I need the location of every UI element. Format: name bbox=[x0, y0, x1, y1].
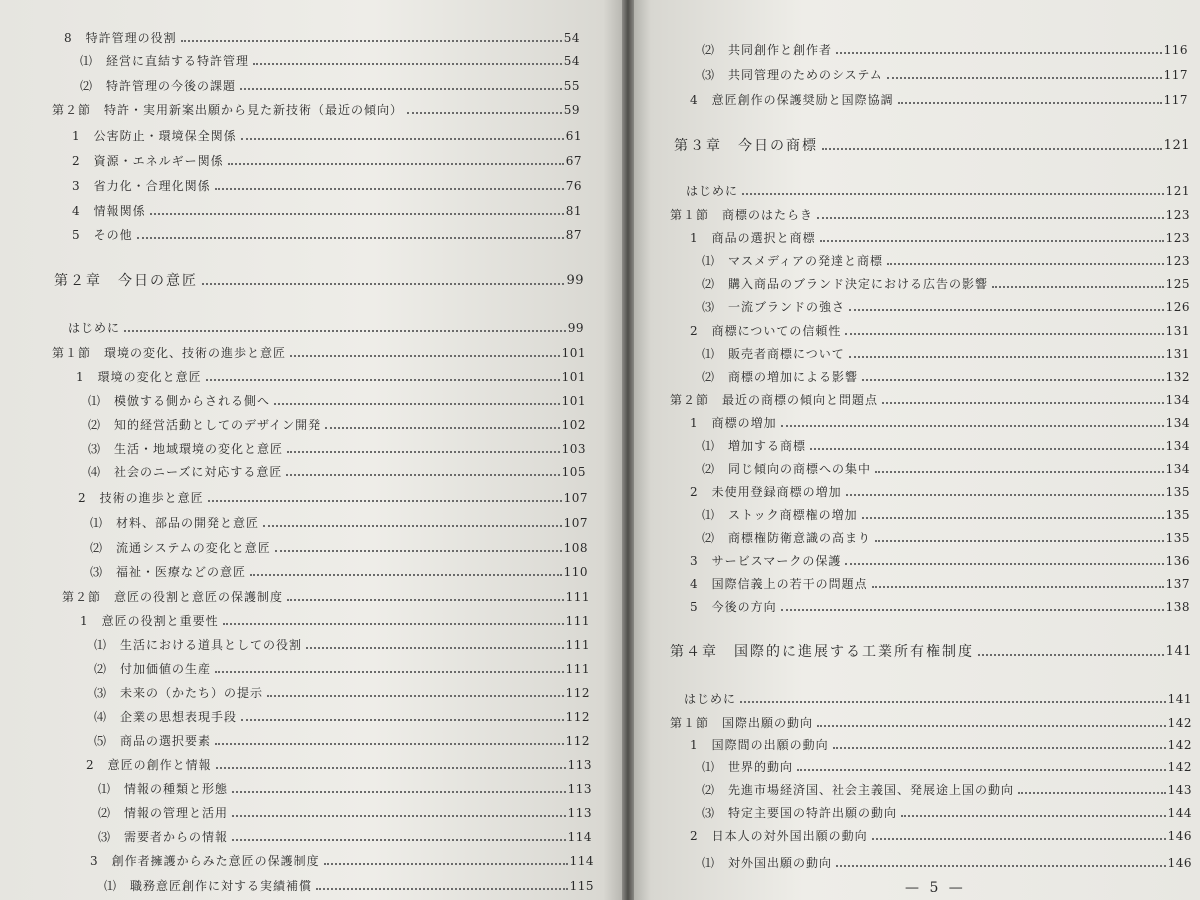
toc-entry bbox=[72, 121, 582, 143]
toc-entry-title: はじめに bbox=[684, 692, 737, 706]
toc-entry-page: 101 bbox=[561, 370, 586, 384]
toc-entry-title: ⑵ 付加価値の生産 bbox=[94, 662, 212, 676]
toc-entry-title: 2 未使用登録商標の増加 bbox=[690, 485, 842, 499]
toc-entry-title: ⑶ 未来の（かたち）の提示 bbox=[94, 686, 264, 700]
toc-entry-page: 135 bbox=[1165, 508, 1190, 522]
toc-entry bbox=[90, 557, 588, 579]
toc-entry bbox=[64, 23, 580, 45]
toc-entry-page: 131 bbox=[1165, 324, 1190, 338]
toc-entry-page: 123 bbox=[1165, 231, 1190, 245]
leader-dots bbox=[263, 525, 562, 527]
toc-entry bbox=[98, 774, 592, 796]
toc-entry bbox=[68, 313, 584, 335]
leader-dots bbox=[290, 355, 560, 357]
toc-entry-page: 99 bbox=[567, 321, 584, 335]
leader-dots bbox=[407, 112, 562, 114]
toc-entry bbox=[88, 410, 586, 432]
toc-entry-title: ⑸ 商品の選択要素 bbox=[94, 734, 212, 748]
leader-dots bbox=[287, 451, 560, 453]
toc-entry bbox=[702, 798, 1192, 820]
toc-entry-title: 2 資源・エネルギー関係 bbox=[72, 154, 224, 168]
toc-entry-title: 5 今後の方向 bbox=[690, 600, 777, 614]
toc-entry bbox=[690, 408, 1190, 430]
toc-entry bbox=[702, 60, 1188, 82]
toc-entry-title: ⑵ 商標の増加による影響 bbox=[702, 370, 859, 384]
toc-entry bbox=[690, 477, 1190, 499]
toc-entry bbox=[72, 146, 582, 168]
leader-dots bbox=[820, 240, 1164, 242]
toc-entry bbox=[94, 702, 590, 724]
leader-dots bbox=[872, 838, 1166, 840]
toc-entry bbox=[98, 822, 592, 844]
toc-entry-page: 134 bbox=[1165, 416, 1190, 430]
toc-entry bbox=[702, 500, 1190, 522]
toc-entry-page: 101 bbox=[561, 394, 586, 408]
toc-entry-title: 3 省力化・合理化関係 bbox=[72, 179, 211, 193]
toc-chapter bbox=[670, 637, 1192, 659]
toc-entry-page: 115 bbox=[569, 879, 594, 893]
leader-dots bbox=[740, 701, 1166, 703]
leader-dots bbox=[202, 283, 564, 285]
toc-entry bbox=[702, 848, 1192, 870]
toc-entry bbox=[670, 708, 1192, 730]
leader-dots bbox=[781, 609, 1164, 611]
leader-dots bbox=[781, 425, 1164, 427]
toc-entry bbox=[86, 750, 592, 772]
toc-entry-page: 146 bbox=[1167, 829, 1192, 843]
toc-entry bbox=[88, 386, 586, 408]
leader-dots bbox=[287, 599, 564, 601]
leader-dots bbox=[797, 769, 1166, 771]
toc-entry-title: 第２節 意匠の役割と意匠の保護制度 bbox=[62, 590, 284, 604]
toc-entry-title: ⑴ 情報の種類と形態 bbox=[98, 782, 229, 796]
toc-entry-page: 101 bbox=[561, 346, 586, 360]
toc-entry-page: 112 bbox=[565, 686, 590, 700]
toc-entry bbox=[88, 457, 586, 479]
toc-entry bbox=[702, 246, 1190, 268]
toc-entry-title: ⑴ マスメディアの発達と商標 bbox=[702, 254, 884, 268]
toc-entry bbox=[690, 85, 1188, 107]
toc-entry bbox=[94, 630, 590, 652]
toc-entry-title: 第２節 特許・実用新案出願から見た新技術（最近の傾向） bbox=[52, 103, 404, 117]
toc-entry-title: 第１節 国際出願の動向 bbox=[670, 716, 814, 730]
leader-dots bbox=[845, 333, 1163, 335]
leader-dots bbox=[887, 77, 1162, 79]
toc-entry-page: 136 bbox=[1165, 554, 1190, 568]
toc-entry-title: ⑶ 福祉・医療などの意匠 bbox=[90, 565, 247, 579]
toc-entry bbox=[94, 726, 590, 748]
toc-entry-title: 第２章 今日の意匠 bbox=[54, 273, 198, 289]
leader-dots bbox=[822, 148, 1162, 150]
toc-entry-title: 4 情報関係 bbox=[72, 204, 146, 218]
toc-entry-title: 1 商標の増加 bbox=[690, 416, 777, 430]
toc-entry-title: はじめに bbox=[68, 321, 121, 335]
leader-dots bbox=[241, 138, 564, 140]
toc-entry-title: ⑴ 経営に直結する特許管理 bbox=[80, 54, 250, 68]
toc-entry-page: 131 bbox=[1165, 347, 1190, 361]
leader-dots bbox=[215, 671, 564, 673]
leader-dots bbox=[862, 517, 1164, 519]
toc-entry bbox=[104, 871, 594, 893]
leader-dots bbox=[898, 102, 1162, 104]
toc-entry-page: 81 bbox=[565, 204, 582, 218]
leader-dots bbox=[875, 471, 1164, 473]
toc-entry-title: ⑴ 販売者商標について bbox=[702, 347, 845, 361]
leader-dots bbox=[181, 40, 562, 42]
toc-entry-page: 137 bbox=[1165, 577, 1190, 591]
toc-entry bbox=[702, 523, 1190, 545]
toc-entry-title: 2 日本人の対外国出願の動向 bbox=[690, 829, 868, 843]
toc-entry-title: ⑴ 生活における道具としての役割 bbox=[94, 638, 303, 652]
toc-entry-title: ⑴ 増加する商標 bbox=[702, 439, 807, 453]
toc-entry-page: 117 bbox=[1163, 68, 1188, 82]
toc-entry bbox=[88, 434, 586, 456]
leader-dots bbox=[223, 623, 564, 625]
toc-entry-page: 117 bbox=[1163, 93, 1188, 107]
leader-dots bbox=[232, 791, 566, 793]
toc-entry-page: 103 bbox=[561, 442, 586, 456]
toc-entry bbox=[702, 269, 1190, 291]
leader-dots bbox=[232, 815, 566, 817]
toc-entry bbox=[80, 46, 580, 68]
toc-entry-title: ⑴ 対外国出願の動向 bbox=[702, 856, 833, 870]
toc-entry-page: 61 bbox=[565, 129, 582, 143]
toc-entry-page: 132 bbox=[1165, 370, 1190, 384]
leader-dots bbox=[232, 839, 566, 841]
toc-entry bbox=[76, 362, 586, 384]
toc-entry-title: ⑶ 需要者からの情報 bbox=[98, 830, 229, 844]
toc-entry bbox=[670, 200, 1190, 222]
toc-entry-title: ⑴ 材料、部品の開発と意匠 bbox=[90, 516, 260, 530]
toc-entry bbox=[702, 35, 1188, 57]
right-page bbox=[634, 0, 1200, 900]
toc-entry-title: 第４章 国際的に進展する工業所有権制度 bbox=[670, 644, 974, 660]
leader-dots bbox=[836, 865, 1166, 867]
leader-dots bbox=[836, 52, 1162, 54]
toc-entry-page: 138 bbox=[1165, 600, 1190, 614]
page-number: — 5 — bbox=[905, 880, 966, 896]
toc-entry-page: 144 bbox=[1167, 806, 1192, 820]
toc-entry-title: ⑶ 特定主要国の特許出願の動向 bbox=[702, 806, 898, 820]
toc-entry-title: ⑴ 職務意匠創作に対する実績補償 bbox=[104, 879, 313, 893]
toc-entry-page: 142 bbox=[1167, 760, 1192, 774]
toc-entry-page: 107 bbox=[563, 516, 588, 530]
toc-entry-page: 143 bbox=[1167, 783, 1192, 797]
toc-entry-title: 5 その他 bbox=[72, 228, 133, 242]
toc-entry-page: 125 bbox=[1165, 277, 1190, 291]
toc-entry bbox=[72, 196, 582, 218]
toc-entry-title: 2 商標についての信頼性 bbox=[690, 324, 842, 338]
toc-entry bbox=[52, 95, 580, 117]
toc-entry-title: ⑵ 購入商品のブランド決定における広告の影響 bbox=[702, 277, 989, 291]
toc-entry bbox=[98, 798, 592, 820]
toc-entry-title: ⑶ 共同管理のためのシステム bbox=[702, 68, 883, 82]
leader-dots bbox=[901, 815, 1166, 817]
leader-dots bbox=[316, 888, 568, 890]
toc-entry-title: ⑵ 商標権防衛意識の高まり bbox=[702, 531, 872, 545]
toc-entry-page: 142 bbox=[1167, 738, 1192, 752]
toc-entry bbox=[94, 654, 590, 676]
toc-entry-title: 第３章 今日の商標 bbox=[674, 138, 818, 154]
toc-entry bbox=[62, 582, 590, 604]
toc-entry-page: 99 bbox=[566, 273, 584, 288]
toc-entry-page: 67 bbox=[565, 154, 582, 168]
leader-dots bbox=[206, 379, 560, 381]
toc-entry-page: 126 bbox=[1165, 300, 1190, 314]
toc-entry-title: ⑴ ストック商標権の増加 bbox=[702, 508, 858, 522]
toc-entry-page: 102 bbox=[561, 418, 586, 432]
toc-entry-page: 113 bbox=[567, 806, 592, 820]
toc-entry bbox=[702, 752, 1192, 774]
leader-dots bbox=[817, 725, 1166, 727]
leader-dots bbox=[216, 767, 566, 769]
toc-entry-title: ⑵ 知的経営活動としてのデザイン開発 bbox=[88, 418, 322, 432]
toc-entry-page: 113 bbox=[567, 758, 592, 772]
toc-entry-page: 76 bbox=[565, 179, 582, 193]
toc-entry-page: 123 bbox=[1165, 208, 1190, 222]
leader-dots bbox=[137, 237, 564, 239]
leader-dots bbox=[208, 500, 562, 502]
toc-entry-title: 1 意匠の役割と重要性 bbox=[80, 614, 219, 628]
toc-entry bbox=[690, 730, 1192, 752]
toc-entry-page: 134 bbox=[1165, 393, 1190, 407]
toc-entry bbox=[684, 684, 1192, 706]
leader-dots bbox=[215, 188, 564, 190]
toc-entry-page: 54 bbox=[563, 31, 580, 45]
toc-entry-title: ⑵ 同じ傾向の商標への集中 bbox=[702, 462, 872, 476]
leader-dots bbox=[274, 403, 560, 405]
leader-dots bbox=[241, 719, 564, 721]
toc-entry-page: 107 bbox=[563, 491, 588, 505]
toc-entry-page: 112 bbox=[565, 734, 590, 748]
toc-entry-page: 141 bbox=[1165, 644, 1192, 659]
toc-entry-title: 2 技術の進歩と意匠 bbox=[78, 491, 204, 505]
leader-dots bbox=[324, 863, 568, 865]
toc-entry bbox=[90, 846, 594, 868]
leader-dots bbox=[124, 330, 566, 332]
leader-dots bbox=[833, 747, 1166, 749]
toc-entry-page: 121 bbox=[1163, 138, 1190, 153]
toc-entry bbox=[78, 483, 588, 505]
toc-entry bbox=[80, 71, 580, 93]
toc-entry-title: 1 公害防止・環境保全関係 bbox=[72, 129, 237, 143]
toc-entry bbox=[690, 569, 1190, 591]
leader-dots bbox=[150, 213, 564, 215]
toc-chapter bbox=[674, 131, 1190, 153]
leader-dots bbox=[810, 448, 1164, 450]
leader-dots bbox=[845, 563, 1163, 565]
toc-entry bbox=[702, 775, 1192, 797]
toc-entry-title: ⑷ 企業の思想表現手段 bbox=[94, 710, 238, 724]
toc-entry-title: 第１節 商標のはたらき bbox=[670, 208, 814, 222]
toc-entry-page: 113 bbox=[567, 782, 592, 796]
toc-entry bbox=[72, 171, 582, 193]
leader-dots bbox=[306, 647, 564, 649]
toc-entry-title: ⑵ 情報の管理と活用 bbox=[98, 806, 229, 820]
leader-dots bbox=[742, 193, 1164, 195]
toc-entry-page: 134 bbox=[1165, 462, 1190, 476]
leader-dots bbox=[882, 402, 1164, 404]
leader-dots bbox=[286, 474, 559, 476]
leader-dots bbox=[215, 743, 564, 745]
toc-entry-page: 105 bbox=[561, 465, 586, 479]
toc-entry bbox=[670, 385, 1190, 407]
leader-dots bbox=[1018, 792, 1166, 794]
toc-entry-title: ⑶ 一流ブランドの強さ bbox=[702, 300, 846, 314]
toc-entry bbox=[80, 606, 590, 628]
toc-entry-page: 123 bbox=[1165, 254, 1190, 268]
toc-entry-page: 111 bbox=[565, 590, 590, 604]
toc-entry-page: 111 bbox=[565, 614, 590, 628]
toc-entry-page: 121 bbox=[1165, 184, 1190, 198]
leader-dots bbox=[862, 379, 1164, 381]
toc-entry-page: 146 bbox=[1167, 856, 1192, 870]
toc-entry bbox=[690, 821, 1192, 843]
toc-entry bbox=[690, 546, 1190, 568]
toc-entry-title: はじめに bbox=[686, 184, 739, 198]
leader-dots bbox=[325, 427, 559, 429]
toc-entry-page: 111 bbox=[565, 638, 590, 652]
leader-dots bbox=[250, 574, 562, 576]
toc-entry bbox=[702, 292, 1190, 314]
leader-dots bbox=[275, 550, 562, 552]
toc-entry-page: 142 bbox=[1167, 716, 1192, 730]
toc-entry-title: 8 特許管理の役割 bbox=[64, 31, 177, 45]
toc-entry-title: ⑵ 共同創作と創作者 bbox=[702, 43, 833, 57]
toc-entry-title: 1 商品の選択と商標 bbox=[690, 231, 816, 245]
toc-entry-page: 134 bbox=[1165, 439, 1190, 453]
toc-entry bbox=[94, 678, 590, 700]
toc-entry-title: 4 国際信義上の若干の問題点 bbox=[690, 577, 868, 591]
toc-entry-page: 54 bbox=[563, 54, 580, 68]
toc-entry bbox=[690, 592, 1190, 614]
toc-chapter bbox=[54, 266, 584, 288]
toc-entry-page: 112 bbox=[565, 710, 590, 724]
toc-entry-title: 2 意匠の創作と情報 bbox=[86, 758, 212, 772]
toc-entry-page: 55 bbox=[563, 79, 580, 93]
toc-entry-page: 59 bbox=[563, 103, 580, 117]
toc-entry-title: 4 意匠創作の保護奨励と国際協調 bbox=[690, 93, 894, 107]
leader-dots bbox=[817, 217, 1164, 219]
toc-entry-page: 114 bbox=[567, 830, 592, 844]
toc-entry-page: 141 bbox=[1167, 692, 1192, 706]
toc-entry-title: ⑷ 社会のニーズに対応する意匠 bbox=[88, 465, 283, 479]
leader-dots bbox=[872, 586, 1164, 588]
toc-entry-page: 116 bbox=[1163, 43, 1188, 57]
toc-entry-page: 135 bbox=[1165, 485, 1190, 499]
toc-entry-page: 110 bbox=[563, 565, 588, 579]
toc-entry bbox=[686, 176, 1190, 198]
toc-entry-title: 第２節 最近の商標の傾向と問題点 bbox=[670, 393, 879, 407]
book-gutter bbox=[622, 0, 634, 900]
leader-dots bbox=[978, 654, 1164, 656]
toc-entry bbox=[702, 454, 1190, 476]
leader-dots bbox=[228, 163, 564, 165]
toc-entry-title: ⑵ 先進市場経済国、社会主義国、発展途上国の動向 bbox=[702, 783, 1015, 797]
toc-entry-page: 87 bbox=[565, 228, 582, 242]
leader-dots bbox=[992, 286, 1164, 288]
leader-dots bbox=[846, 494, 1164, 496]
toc-entry-title: 第１節 環境の変化、技術の進歩と意匠 bbox=[52, 346, 287, 360]
toc-entry-page: 135 bbox=[1165, 531, 1190, 545]
toc-entry-title: ⑵ 流通システムの変化と意匠 bbox=[90, 541, 271, 555]
toc-entry bbox=[690, 223, 1190, 245]
toc-entry-page: 111 bbox=[565, 662, 590, 676]
toc-entry-title: ⑴ 模倣する側からされる側へ bbox=[88, 394, 271, 408]
leader-dots bbox=[887, 263, 1164, 265]
toc-entry bbox=[72, 220, 582, 242]
leader-dots bbox=[875, 540, 1164, 542]
toc-entry bbox=[702, 431, 1190, 453]
toc-entry-title: 1 国際間の出願の動向 bbox=[690, 738, 829, 752]
toc-entry bbox=[690, 316, 1190, 338]
toc-entry-title: ⑶ 生活・地域環境の変化と意匠 bbox=[88, 442, 284, 456]
leader-dots bbox=[267, 695, 564, 697]
leader-dots bbox=[849, 309, 1164, 311]
leader-dots bbox=[849, 356, 1164, 358]
toc-entry bbox=[90, 508, 588, 530]
toc-entry-page: 108 bbox=[563, 541, 588, 555]
toc-entry bbox=[702, 339, 1190, 361]
toc-entry-title: 1 環境の変化と意匠 bbox=[76, 370, 202, 384]
toc-entry bbox=[90, 533, 588, 555]
leader-dots bbox=[253, 63, 562, 65]
toc-entry-title: ⑴ 世界的動向 bbox=[702, 760, 794, 774]
toc-entry bbox=[52, 338, 586, 360]
toc-entry-title: 3 サービスマークの保護 bbox=[690, 554, 842, 568]
toc-entry bbox=[702, 362, 1190, 384]
leader-dots bbox=[240, 88, 562, 90]
toc-entry-title: 3 創作者擁護からみた意匠の保護制度 bbox=[90, 854, 320, 868]
toc-entry-page: 114 bbox=[569, 854, 594, 868]
toc-entry-title: ⑵ 特許管理の今後の課題 bbox=[80, 79, 237, 93]
